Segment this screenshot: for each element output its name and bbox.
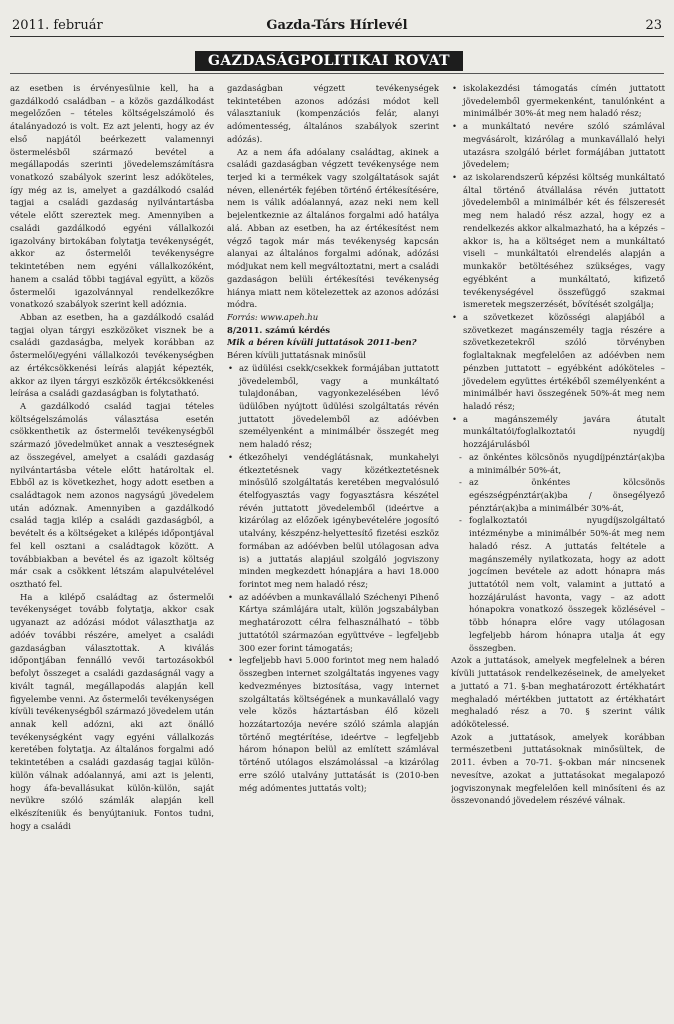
sub-list-item: - az önkéntes kölcsönös nyugdíjpénztár(ak)ba a minimálbér 50%-át, (457, 451, 665, 476)
page-header (12, 18, 662, 34)
section-banner: GAZDASÁGPOLITIKAI ROVAT (195, 51, 463, 71)
paragraph: A gazdálkodó család tagjai tételes költségelszámolás választása esetén csökkenthetik az őstermelői tevékenységből származó jövedelmüket annak a veszteségnek az összegével, amelyet a családi gazdaság nyilvántartásba vétele előtt határoltak el. Ebből az is következhet, hogy adott esetben a családtagok nem azonos nagyságú jövedelem után adóznak. Amennyiben a gazdálkodó család tagja kilép a családi gazdaságból, a bevételt és a költségeket a kilépés időpontjával fel kell osztani a családtagok között. A továbbiakban a bevétel és az igazolt költség már csak a csökkent létszám alapulvételével osztható fel. (10, 400, 214, 590)
sub-list-item: - az önkéntes kölcsönös egészségpénztár(ak)ba / önsegélyező pénztár(ak)ba a minimálbér 30%-át, (457, 476, 665, 514)
page-number: 23 (645, 18, 662, 33)
benefit-list-continued (451, 82, 665, 451)
paragraph: Abban az esetben, ha a gazdálkodó család tagjai olyan tárgyi eszközöket visznek be a családi gazdaságba, melyek korábban az őstermelői/egyéni vállalkozói tevékenységben az értékcsökkenési leírás alapját képezték, akkor az ilyen tárgyi eszközök értékcsökkenési leírása a családi gazdaságban is folytatható. (10, 311, 214, 399)
list-item: • a magánszemély javára átutalt munkáltatói/foglalkoztatói nyugdíj hozzájárulásból (451, 413, 665, 451)
list-item: • a szövetkezet közösségi alapjából a szövetkezet magánszemély tagja részére a szövetkezetekről szóló törvényben foglaltaknak megfelelően az adóévben nem pénzben juttatott – egyébként adóköteles – jövedelem együttes értékéből személyenként a minimálbér havi összegének 50%-át meg nem haladó rész; (451, 311, 665, 413)
sub-list (457, 451, 665, 655)
benefit-list (227, 362, 439, 794)
list-item: • a munkáltató nevére szóló számlával megvásárolt, kizárólag a munkavállaló helyi utazásra szolgáló bérlet formájában juttatott jövedelem; (451, 120, 665, 171)
list-item: • az iskolarendszerű képzési költség munkáltató által történő átvállalása révén juttatott jövedelemből a minimálbér két és félszeresét meg nem haladó rész azzal, hogy ez a rendelkezés akkor alkalmazható, ha a képzés – akkor is, ha a költséget nem a munkáltató viseli – munkáltatói elrendelés alapján a munkakör betöltéséhez szükséges, vagy egyébként a munkáltató, kifizető tevékenységével összefüggő szakmai ismeretek megszerzését, bővítését szolgálja; (451, 171, 665, 311)
banner-rule (10, 73, 664, 74)
sub-list-item: - foglalkoztatói nyugdíjszolgáltató intézménybe a minimálbér 50%-át meg nem haladó rész. A juttatás feltétele a magánszemély nyilatkozata, hogy az adott jogcímen bevétele az adott hónapra más juttatótól nem volt, valamint a juttató a hozzájárulást havonta, vagy – az adott hónapokra vonatkozó összegek közlésével – több hónapra előre vagy utólagosan legfeljebb három hónapra utalja át egy összegben. (457, 514, 665, 654)
header-rule (10, 36, 664, 37)
source-line: Forrás: www.apeh.hu (227, 311, 319, 322)
paragraph: az esetben is érvényesülnie kell, ha a gazdálkodó családban – a közös gazdálkodást megelőzően – tételes költségelszámoló és átalányadozó is volt. Ez azt jelenti, hogy az év első napjától beérkezett valamennyi östermelésből származó bevétel a megállapodás szerinti jövedelemszámításra vonatkozó szabályok szerint lesz adóköteles, így még az is, amelyet a gazdálkodó család tagjai a családi gazdaság nyilvántartásba vétele előtt szereztek meg. Amennyiben a családi gazdálkodó egyéni vállalkozói igazolvány birtokában folytatja tevékenységét, akkor az őstermelői tevékenységre tekintetében nem egyéni vállalkozóként, hanem a család többi tagjával együtt, a közös őstermelői igazolvánnyal rendelkezőkre vonatkozó szabályok szerint kell adóznia. (10, 83, 214, 310)
list-item: • iskolakezdési támogatás címén juttatott jövedelemből gyermekenként, tanulónként a minimálbér 30%-át meg nem haladó rész; (451, 82, 665, 120)
issue-date: 2011. február (12, 18, 103, 33)
paragraph: Azok a juttatások, amelyek megfelelnek a béren kívüli juttatások rendelkezéseinek, de amelyeket a juttató a 71. §-ban meghatározott értékhatárt meghaladó mértékben juttatott az értékhatárt meghaladó rész a 70. § szerint válik adókötelessé. (451, 655, 665, 729)
paragraph: gazdaságban végzett tevékenységek tekintetében azonos adózási módot kell választaniuk (kompenzációs felár, alanyi adómentesség, általános szabályok szerint adózás). (227, 83, 439, 144)
list-item: • az üdülési csekk/csekkek formájában juttatott jövedelemből, vagy a munkáltató tulajdonában, vagyonkezelésében lévő üdülőben nyújtott üdülési szolgáltatás révén juttatott jövedelemből az adóévben személyenként a minimálbér összegét meg nem haladó rész; (227, 362, 439, 451)
column-1 (10, 82, 214, 832)
paragraph: Ha a kilépő családtag az őstermelői tevékenységet tovább folytatja, akkor csak ugyanazt az adózási módot választhatja az adóév további részére, amelyet a családi gazdaságban választottak. A kiválás időpontjában fennálló vevői tartozásokból befolyt összeget a családi gazdaságnál vagy a kivált tagnál, megállapodás alapján kell figyelembe venni. Az őstermelői tevékenységen kívüli tevékenységből származó jövedelem után annak kell adózni, aki azt önálló tevékenységként vagy egyéni vállalkozás keretében folytatja. Az általános forgalmi adó tekintetében a családi gazdaság tagjai külön-külön válnak adóalannyá, ami azt is jelenti, hogy áfa-bevallásukat külön-külön, saját nevükre szóló számlák alapján kell elkészíteniük és benyújtaniuk. Fontos tudni, hogy a családi (10, 591, 214, 831)
question-number: 8/2011. számú kérdés (227, 324, 330, 335)
question-title: Mik a béren kívüli juttatások 2011-ben? (227, 337, 417, 348)
column-2 (227, 82, 439, 794)
list-item: • az adóévben a munkavállaló Széchenyi Pihenő Kártya számlájára utalt, külön jogszabályban meghatározott célra felhasználható – több juttatótól származóan együttvéve – legfeljebb 300 ezer forint támogatás; (227, 591, 439, 655)
column-3 (451, 82, 665, 807)
list-item: • legfeljebb havi 5.000 forintot meg nem haladó összegben internet szolgáltatás ingyenes vagy kedvezményes biztosítása, vagy internet szolgáltatás költségének a munkavállaló vagy vele közös háztartásban élő közeli hozzátartozója nevére szóló számla alapján történő megtérítése, ideértve – legfeljebb három hónapon belül az említett számlával történő utólagos elszámolással –a kizárólag erre szóló utalvány juttatását is (2010-ben még adómentes juttatás volt); (227, 654, 439, 794)
list-item: • étkezőhelyi vendéglátásnak, munkahelyi étkeztetésnek vagy közétkeztetésnek minősülő szolgáltatás keretében megvalósuló ételfogyasztás vagy fogyasztásra készétel révén juttatott jövedelemből (ideértve a kizárólag az előzőek igénybevételére jogosító utalvány, készpénz-helyettesítő fizetési eszköz formában az adóévben belül utólagosan adva is) a juttatás alapjául szolgáló jogviszony minden megkezdett hónapjára a havi 18.000 forintot meg nem haladó rész; (227, 451, 439, 591)
publication-title: Gazda-Társ Hírlevél (266, 18, 408, 33)
list-intro: Béren kívüli juttatásnak minősül (227, 350, 366, 361)
paragraph: Azok a juttatások, amelyek korábban természetbeni juttatásoknak minősültek, de 2011. évben a 70-71. §-okban már nincsenek nevesítve, azokat a juttatásokat megalapozó jogviszonynak megfelelően kell minősíteni és az összevonandó jövedelem részévé válnak. (451, 731, 665, 806)
paragraph: Az a nem áfa adóalany családtag, akinek a családi gazdaságban végzett tevékenysége nem terjed ki a termékek vagy szolgáltatások saját néven, ellenérték fejében történő értékesítésére, nem is válik adóalannyá, azaz neki nem kell bejelentkeznie az általános forgalmi adó hatálya alá. Abban az esetben, ha az értékesítést nem végző tagok már más tevékenység kapcsán alanyai az általános forgalmi adónak, adózási módjukat nem kell megváltoztatni, mert a családi gazdaságon belüli értékesítési tevékenység hiánya miatt nem kötelezettek az azonos adózási módra. (227, 146, 439, 310)
